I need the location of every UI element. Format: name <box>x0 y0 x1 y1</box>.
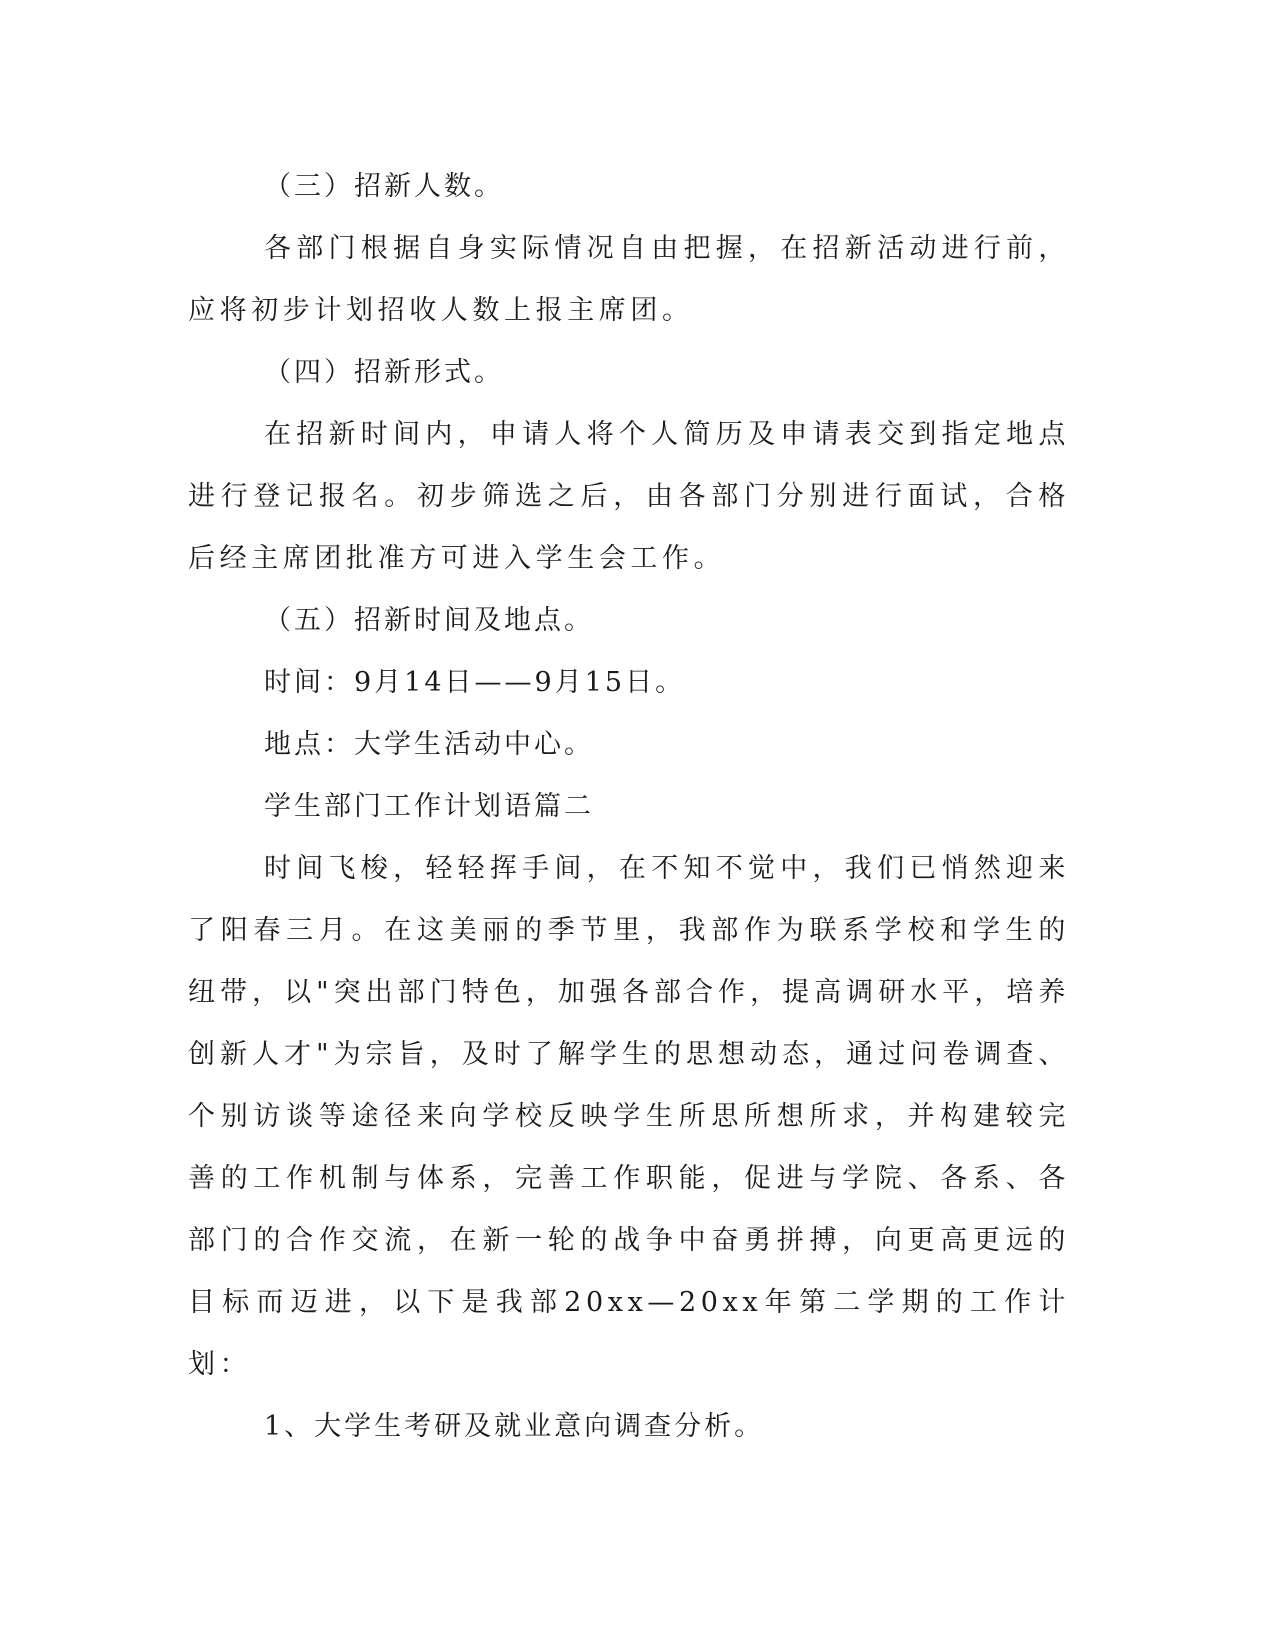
paragraph-recruit-place: 地点：大学生活动中心。 <box>264 729 594 760</box>
paragraph-intro-part-two: 时间飞梭，轻轻挥手间，在不知不觉中，我们已悄然迎来了阳春三月。在这美丽的季节里，我部作为联系学校和学生的纽带，以"突出部门特色，加强各部合作，提高调研水平，培养创新人才"为宗旨，及时了解学生的思想动态，通过问卷调查、个别访谈等途径来向学校反映学生所思所想所求，并构建较完善的工作机制与体系，完善工作职能，促进与学院、各系、各部门的合作交流，在新一轮的战争中奋勇拼搏，向更高更远的目标而迈进，以下是我部20xx—20xx年第二学期的工作计划： <box>188 853 1070 1380</box>
document-body <box>188 156 1070 1458</box>
section-heading-recruit-time-place: （五）招新时间及地点。 <box>264 605 594 636</box>
list-item-survey-analysis: 1、大学生考研及就业意向调查分析。 <box>264 1411 765 1442</box>
paragraph-recruit-number: 各部门根据自身实际情况自由把握，在招新活动进行前，应将初步计划招收人数上报主席团。 <box>188 233 1070 326</box>
paragraph-recruit-time: 时间：9月14日——9月15日。 <box>264 667 686 698</box>
article-title-part-two: 学生部门工作计划语篇二 <box>264 791 594 822</box>
paragraph-recruit-form: 在招新时间内，申请人将个人简历及申请表交到指定地点进行登记报名。初步筛选之后，由各部门分别进行面试，合格后经主席团批准方可进入学生会工作。 <box>188 419 1070 574</box>
section-heading-recruit-form: （四）招新形式。 <box>264 357 504 388</box>
section-heading-recruit-number: （三）招新人数。 <box>264 171 504 202</box>
